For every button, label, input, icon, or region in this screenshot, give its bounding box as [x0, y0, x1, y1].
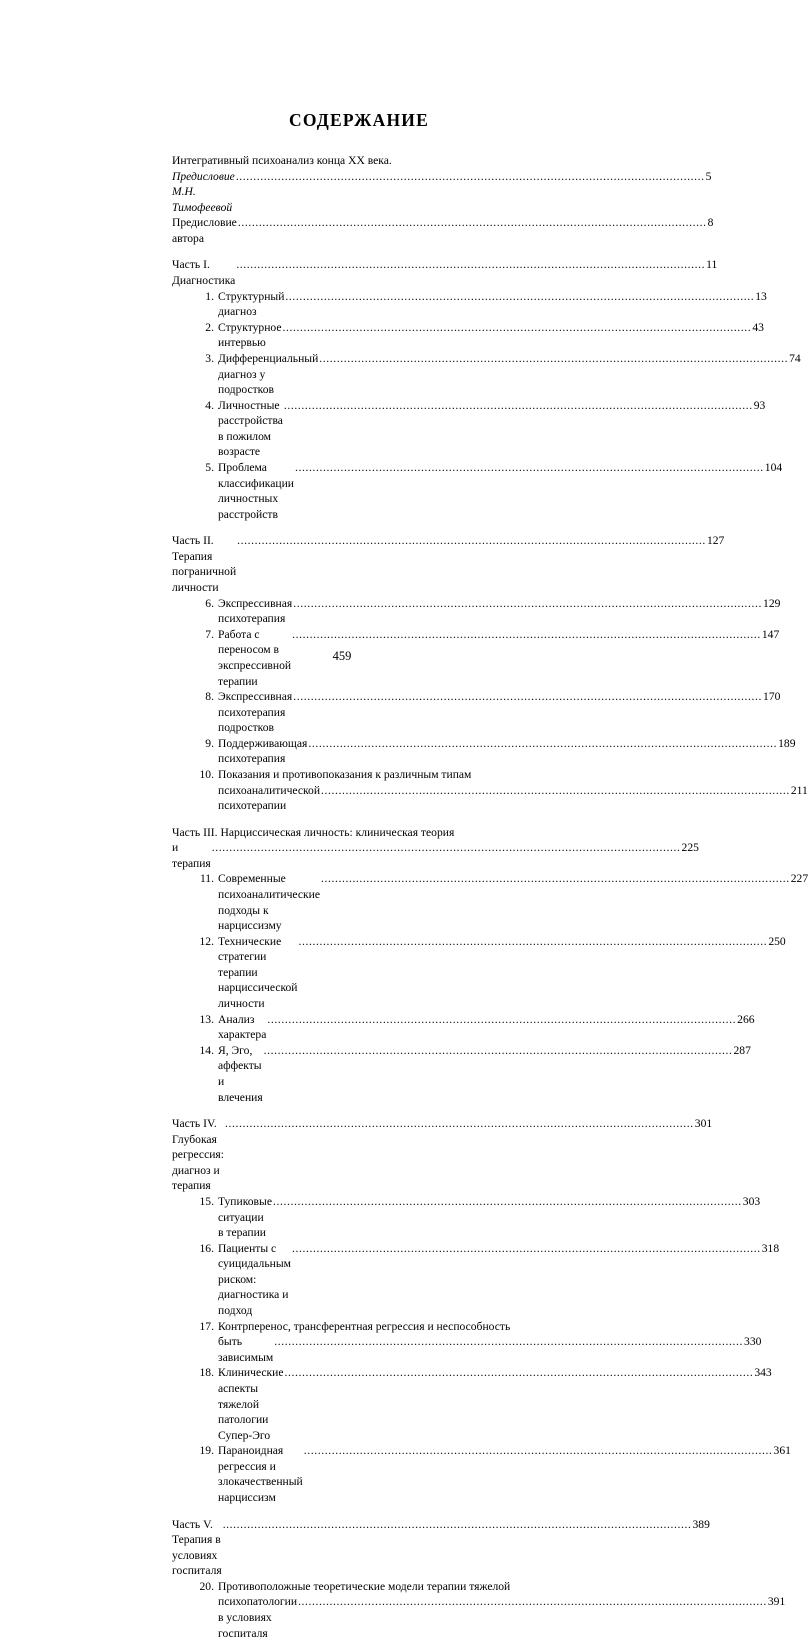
- toc-entry-page: 5: [705, 169, 712, 183]
- toc-chapter-label: Дифференциальный диагноз у подростков: [218, 351, 322, 397]
- toc-chapter-page: 93: [753, 398, 766, 412]
- toc-chapter-number: 6.: [205, 596, 214, 610]
- leader-dots: [236, 257, 705, 273]
- leader-dots: [319, 351, 788, 367]
- leader-dots: [292, 1241, 761, 1257]
- leader-dots: [299, 934, 768, 950]
- leader-dots: [267, 1012, 736, 1028]
- toc-chapter-17[interactable]: [172, 1319, 762, 1366]
- toc-chapter-number: 13.: [199, 1012, 214, 1026]
- toc-chapter-number: 16.: [199, 1241, 214, 1255]
- leader-dots: [225, 1116, 694, 1132]
- toc-chapter-number: 4.: [205, 398, 214, 412]
- toc-chapter-15[interactable]: [172, 1194, 761, 1241]
- toc-chapter-2[interactable]: [172, 320, 764, 351]
- toc-chapter-label: Структурный диагноз: [218, 289, 288, 319]
- leader-dots: [274, 1334, 743, 1350]
- toc-part-title: Часть I. Диагностика: [172, 258, 236, 288]
- toc-chapter-page: 211: [790, 783, 808, 797]
- toc-part-page: 225: [681, 841, 699, 855]
- leader-dots: [285, 1365, 754, 1381]
- toc-chapter-page: 227: [790, 872, 808, 886]
- toc-part-2[interactable]: [172, 533, 725, 595]
- toc-part-1[interactable]: [172, 257, 718, 288]
- leader-dots: [283, 320, 752, 336]
- toc-chapter-page: 361: [773, 1444, 791, 1458]
- leader-dots: [321, 783, 790, 799]
- toc-chapter-page: 343: [754, 1366, 772, 1380]
- toc-part-title: Часть V. Терапия в условиях госпиталя: [172, 1517, 224, 1578]
- toc-chapter-13[interactable]: [172, 1012, 755, 1043]
- toc-chapter-4[interactable]: [172, 398, 766, 460]
- toc-chapter-16[interactable]: [172, 1241, 780, 1319]
- toc-part-3[interactable]: [172, 825, 624, 841]
- toc-chapter-8[interactable]: [172, 689, 781, 736]
- toc-chapter-label: Технические стратегии терапии нарциссической личности: [218, 934, 301, 1011]
- leader-dots: [284, 398, 753, 414]
- toc-chapter-label: Клинические аспекты тяжелой патологии Супер-Эго: [218, 1366, 287, 1442]
- toc-chapter-page: 104: [764, 460, 783, 474]
- toc-chapter-label-cont: психопатологии в условиях госпиталя: [218, 1595, 300, 1640]
- toc-chapter-9[interactable]: [172, 736, 796, 767]
- toc-chapter-19[interactable]: [172, 1443, 791, 1505]
- toc-chapter-20[interactable]: [172, 1579, 786, 1641]
- toc-chapter-number: 11.: [199, 872, 214, 886]
- toc-chapter-number: 14.: [199, 1043, 214, 1057]
- toc-part-page: 127: [706, 534, 725, 548]
- toc-chapter-label: Контрперенос, трансферентная регрессия и неспособность: [218, 1319, 511, 1333]
- toc-chapter-number: 18.: [199, 1366, 214, 1380]
- toc-chapter-number: 15.: [199, 1195, 214, 1208]
- toc-chapter-label: Структурное интервью: [218, 320, 285, 350]
- toc-chapter-number: 1.: [205, 289, 214, 303]
- toc-chapter-label: Экспрессивная психотерапия: [218, 596, 296, 626]
- leader-dots: [238, 215, 707, 231]
- toc-entry-front-2[interactable]: [172, 215, 714, 246]
- toc-chapter-number: 7.: [205, 627, 214, 641]
- toc-entry-front-0[interactable]: [172, 153, 624, 169]
- toc-chapter-page: 266: [737, 1012, 755, 1026]
- toc-chapter-page: 287: [733, 1043, 751, 1057]
- toc-part-page: 301: [694, 1117, 713, 1131]
- leader-dots: [285, 289, 754, 305]
- toc-chapter-number: 3.: [205, 351, 214, 365]
- leader-dots: [293, 596, 762, 612]
- leader-dots: [273, 1194, 742, 1210]
- toc-chapter-label: Поддерживающая психотерапия: [218, 736, 311, 766]
- toc-chapter-label: Параноидная регрессия и злокачественный нарциссизм: [218, 1444, 306, 1504]
- toc-chapter-label: Я, Эго, аффекты и влечения: [218, 1043, 265, 1104]
- toc-chapter-page: 330: [744, 1335, 762, 1349]
- toc-chapter-number: 2.: [205, 320, 214, 334]
- leader-dots: [308, 736, 777, 752]
- toc-chapter-page: 170: [763, 690, 781, 704]
- toc-chapter-label: Проблема классификации личностных расстройств: [218, 460, 297, 521]
- toc-part-5[interactable]: [172, 1517, 710, 1579]
- toc-chapter-page: 318: [761, 1241, 780, 1255]
- page-title: СОДЕРЖАНИЕ: [288, 110, 429, 130]
- toc-chapter-10[interactable]: [172, 767, 808, 814]
- leader-dots: [223, 1517, 692, 1533]
- toc-part-3-title-cont[interactable]: [172, 840, 699, 871]
- toc-chapter-page: 391: [767, 1595, 786, 1609]
- toc-entry-label: Предисловие автора: [172, 216, 240, 245]
- leader-dots: [321, 871, 790, 887]
- toc-chapter-3[interactable]: [172, 351, 801, 398]
- toc-chapter-number: 8.: [205, 690, 214, 704]
- toc-chapter-label: Тупиковые ситуации в терапии: [218, 1195, 275, 1240]
- toc-chapter-number: 9.: [205, 736, 214, 750]
- toc-chapter-label: Современные психоаналитические подходы к нарциссизму: [218, 872, 323, 933]
- toc-chapter-6[interactable]: [172, 596, 781, 627]
- leader-dots: [292, 627, 761, 643]
- toc-part-title-cont: и терапия: [172, 841, 211, 870]
- toc-chapter-label: Противоположные теоретические модели терапии тяжелой: [218, 1579, 511, 1593]
- toc-chapter-page: 43: [752, 320, 764, 334]
- toc-chapter-page: 74: [789, 351, 801, 365]
- leader-dots: [236, 169, 705, 185]
- toc-chapter-label: Анализ характера: [218, 1012, 267, 1042]
- toc-part-4[interactable]: [172, 1116, 713, 1194]
- toc-chapter-label: Пациенты с суицидальным риском: диагностика и подход: [218, 1241, 294, 1318]
- toc-chapter-page: 147: [761, 627, 780, 641]
- toc-chapter-18[interactable]: [172, 1365, 772, 1443]
- toc-chapter-number: 12.: [199, 934, 214, 948]
- leader-dots: [237, 533, 706, 549]
- toc-part-title: Часть IV. Глубокая регрессия: диагноз и терапия: [172, 1117, 227, 1193]
- toc-chapter-11[interactable]: [172, 871, 808, 933]
- toc-chapter-label-cont: психоаналитической психотерапии: [218, 783, 323, 813]
- toc-chapter-1[interactable]: [172, 289, 767, 320]
- toc-part-page: 11: [706, 258, 718, 272]
- leader-dots: [295, 460, 764, 476]
- toc-entry-front-1[interactable]: [172, 169, 712, 216]
- toc-chapter-number: 20.: [199, 1579, 214, 1593]
- toc-chapter-label: Показания и противопоказания к различным типам: [218, 767, 472, 781]
- toc-chapter-label: Личностные расстройства в пожилом возрасте: [218, 398, 286, 459]
- toc-chapter-label: Экспрессивная психотерапия подростков: [218, 690, 296, 735]
- page-folio: 459: [332, 649, 352, 663]
- leader-dots: [264, 1043, 733, 1059]
- toc-part-title: Часть II. Терапия пограничной личности: [172, 534, 240, 595]
- toc-chapter-14[interactable]: [172, 1043, 751, 1105]
- toc-chapter-page: 129: [763, 596, 781, 610]
- toc-chapter-label-cont: быть зависимым: [218, 1335, 274, 1364]
- toc-chapter-12[interactable]: [172, 934, 786, 1012]
- toc-chapter-5[interactable]: [172, 460, 783, 522]
- leader-dots: [293, 689, 762, 705]
- toc-chapter-page: 303: [742, 1195, 761, 1208]
- toc-chapter-label: Работа с переносом в экспрессивной терапии: [218, 627, 294, 688]
- toc-chapter-number: 17.: [199, 1319, 214, 1333]
- toc-chapter-page: 189: [778, 736, 796, 750]
- leader-dots: [304, 1443, 773, 1459]
- leader-dots: [212, 840, 681, 856]
- toc-entry-label: Интегративный психоанализ конца XX века.: [172, 154, 392, 167]
- toc-chapter-number: 19.: [199, 1444, 214, 1458]
- toc-entry-label: Предисловие М.Н. Тимофеевой: [172, 169, 238, 214]
- toc-chapter-page: 13: [755, 289, 767, 303]
- leader-dots: [298, 1594, 767, 1610]
- toc-chapter-number: 5.: [205, 460, 214, 474]
- toc-part-title: Часть III. Нарциссическая личность: клиническая теория: [172, 825, 455, 839]
- toc-entry-page: 8: [707, 216, 714, 230]
- toc-list: [172, 153, 808, 1641]
- toc-chapter-number: 10.: [199, 767, 214, 781]
- toc-chapter-page: 250: [768, 934, 786, 948]
- toc-part-page: 389: [692, 1517, 710, 1531]
